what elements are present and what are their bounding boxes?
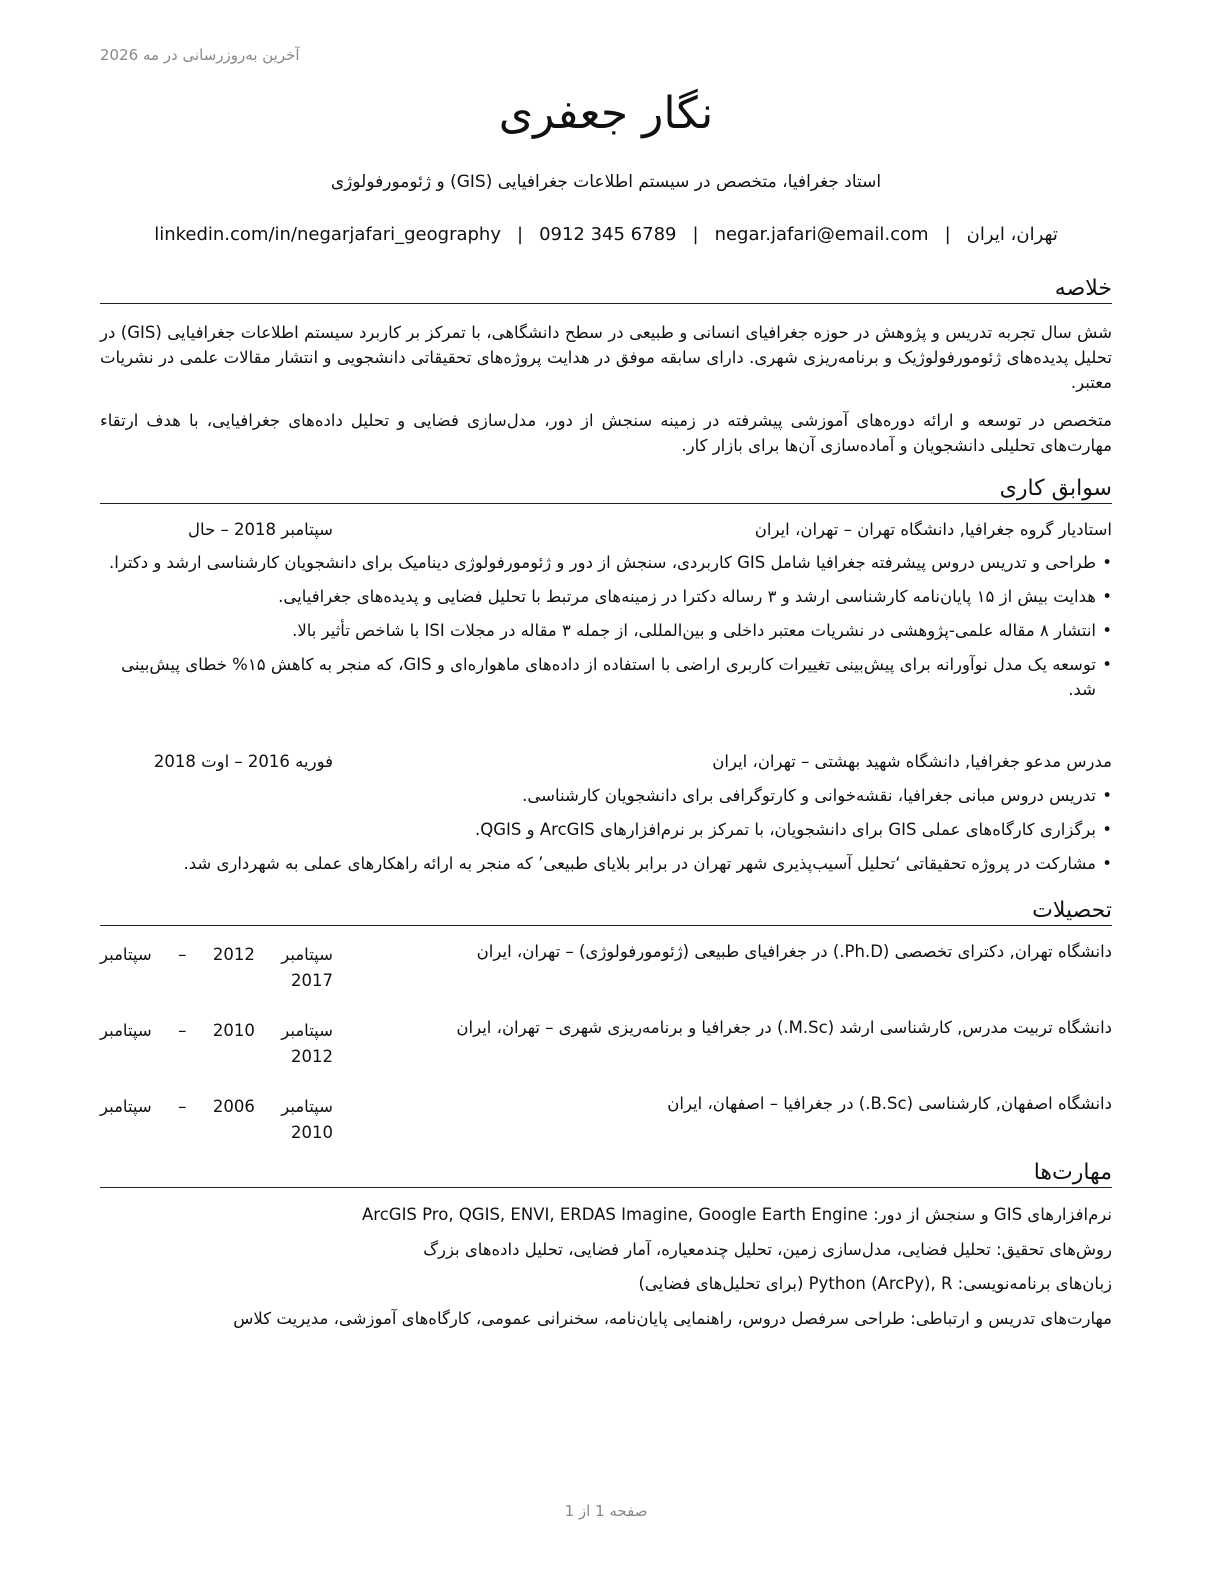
job-bullet: • برگزاری کارگاه‌های عملی GIS برای دانشجویان، با تمرکز بر نرم‌افزارهای ArcGIS و QGIS. [100,817,1112,842]
contact-phone: 0912 345 6789 [539,224,677,245]
resume-page [100,0,1112,1584]
job-bullet: • هدایت بیش از ۱۵ پایان‌نامه کارشناسی ارشد و ۳ رساله دکترا در زمینه‌های مرتبط با تحلیل فضایی و پدیده‌های جغرافیایی. [100,584,1112,609]
job-dates: فوریه 2016 – اوت 2018 [153,752,333,771]
education-school: دانشگاه تربیت مدرس, کارشناسی ارشد (M.Sc.) در جغرافیا و برنامه‌ریزی شهری – تهران، ایران [456,1018,1112,1037]
skill-line: روش‌های تحقیق: تحلیل فضایی، مدل‌سازی زمین، تحلیل چندمعیاره، آمار فضایی، تحلیل داده‌های بزرگ [423,1240,1112,1259]
candidate-subtitle: استاد جغرافیا، متخصص در سیستم اطلاعات جغرافیایی (GIS) و ژئومورفولوژی [330,172,882,192]
contact-linkedin[interactable]: linkedin.com/in/negarjafari_geography [154,224,501,245]
candidate-name: نگار جعفری [498,88,714,139]
job-bullets [100,550,1112,711]
job-bullet: • انتشار ۸ مقاله علمی-پژوهشی در نشریات معتبر داخلی و بین‌المللی، از جمله ۳ مقاله در مجلات ISI با شاخص تأثیر بالا. [100,618,1112,643]
summary-paragraph-1: شش سال تجربه تدریس و پژوهش در حوزه جغرافیای انسانی و طبیعی در سطح دانشگاهی، با تمرکز بر کاربرد سیستم اطلاعات جغرافیایی (GIS) در تحلیل پدیده‌های ژئومورفولوژیک و برنامه‌ریزی شهری. دارای سابقه موفق در هدایت پروژه‌های تحقیقاتی دانشجویی و انتشار مقالات علمی در نشریات معتبر. [100,323,1113,392]
education-heading: تحصیلات [100,898,1112,926]
job-bullet: • مشارکت در پروژه تحقیقاتی ‘تحلیل آسیب‌پذیری شهر تهران در برابر بلایای طبیعی’ که منجر به ارائه راهکارهای عملی به شهرداری شد. [100,851,1112,876]
skills-heading: مهارت‌ها [100,1160,1112,1188]
job-bullets [100,783,1112,885]
contact-location: تهران، ایران [966,224,1058,245]
job-bullet: • طراحی و تدریس دروس پیشرفته جغرافیا شامل GIS کاربردی، سنجش از دور و ژئومورفولوژی دینامیک برای دانشجویان کارشناسی ارشد و دکترا. [100,550,1112,575]
contact-separator: | [692,224,699,245]
skill-line: مهارت‌های تدریس و ارتباطی: طراحی سرفصل دروس، راهنمایی پایان‌نامه، سخنرانی عمومی، کارگاه‌های آموزشی، مدیریت کلاس [233,1309,1112,1328]
education-school: دانشگاه اصفهان, کارشناسی (B.Sc.) در جغرافیا – اصفهان، ایران [667,1094,1112,1113]
summary-heading: خلاصه [100,276,1112,304]
job-role: استادیار گروه جغرافیا, دانشگاه تهران – تهران، ایران [754,520,1112,539]
skill-line: نرم‌افزارهای GIS و سنجش از دور: ArcGIS Pro, QGIS, ENVI, ERDAS Imagine, Google Earth Engine [362,1205,1112,1224]
page-number: صفحه 1 از 1 [564,1502,648,1520]
job-bullet: • توسعه یک مدل نوآورانه برای پیش‌بینی تغییرات کاربری اراضی با استفاده از داده‌های ماهواره‌ای و GIS، که منجر به کاهش ۱۵% خطای پیش‌بینی شد. [100,652,1112,702]
education-dates: سپتامبر 2012 – سپتامبر 2017 [100,945,333,990]
contact-separator: | [944,224,951,245]
last-updated: آخرین به‌روزرسانی در مه 2026 [100,46,300,64]
job-role: مدرس مدعو جغرافیا, دانشگاه شهید بهشتی – تهران، ایران [712,752,1112,771]
education-dates: سپتامبر 2010 – سپتامبر 2012 [100,1021,333,1066]
education-dates: سپتامبر 2006 – سپتامبر 2010 [100,1097,333,1142]
contact-separator: | [517,224,524,245]
skill-line: زبان‌های برنامه‌نویسی: Python (ArcPy), R (برای تحلیل‌های فضایی) [638,1274,1112,1293]
job-dates: سپتامبر 2018 – حال [188,520,333,539]
job-bullet: • تدریس دروس مبانی جغرافیا، نقشه‌خوانی و کارتوگرافی برای دانشجویان کارشناسی. [100,783,1112,808]
summary-paragraph-2: متخصص در توسعه و ارائه دوره‌های آموزشی پیشرفته در زمینه سنجش از دور، مدل‌سازی فضایی و تحلیل داده‌های جغرافیایی، با هدف ارتقاء مهارت‌های تحلیلی دانشجویان و آماده‌سازی آن‌ها برای بازار کار. [100,411,1112,455]
contact-line [100,224,1112,245]
education-school: دانشگاه تهران, دکترای تخصصی (Ph.D.) در جغرافیای طبیعی (ژئومورفولوژی) – تهران، ایران [476,942,1112,961]
experience-heading: سوابق کاری [100,476,1112,504]
contact-email[interactable]: negar.jafari@email.com [714,224,929,245]
